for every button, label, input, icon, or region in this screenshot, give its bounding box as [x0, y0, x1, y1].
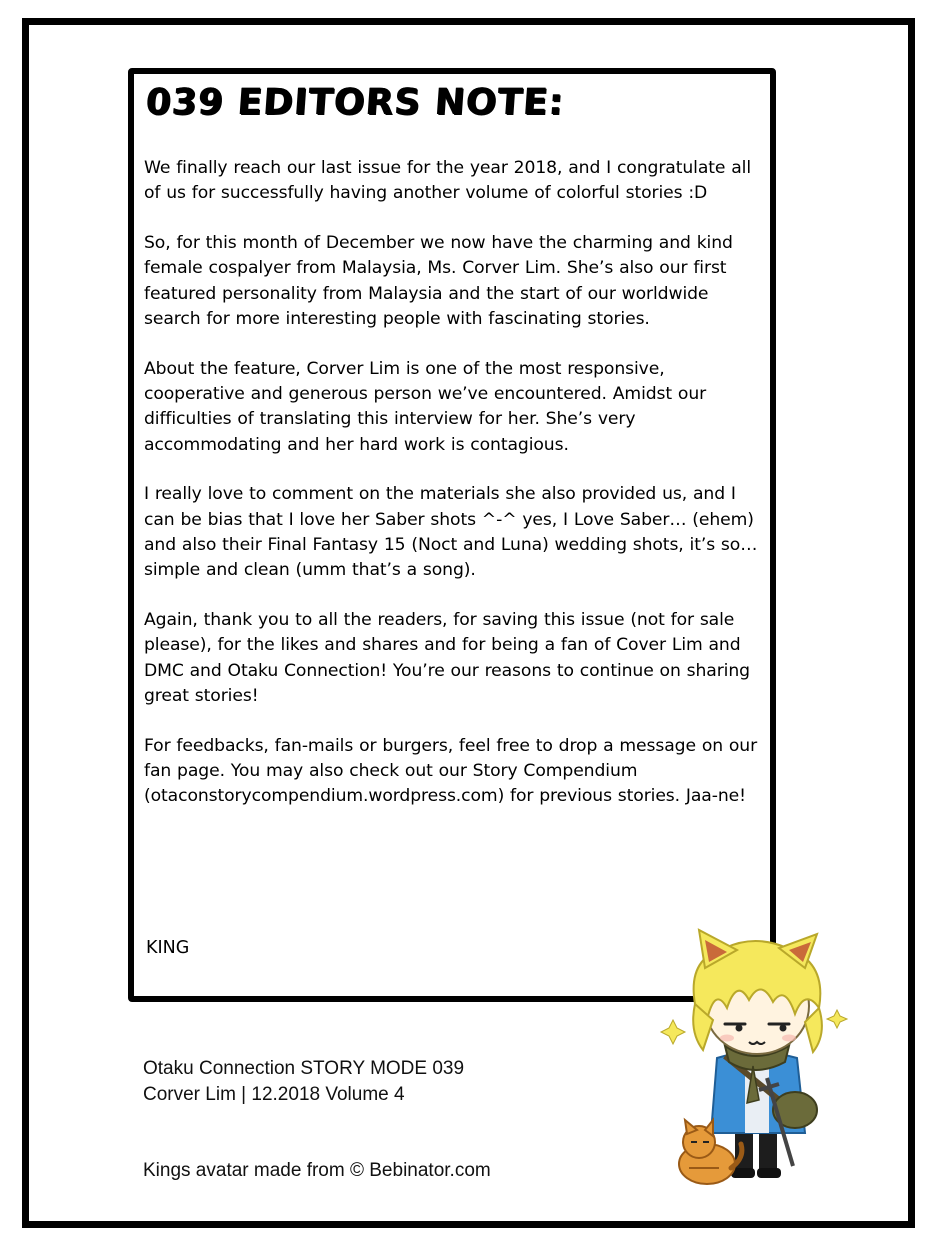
editors-note-title: 039 EDITORS NOTE: — [144, 82, 566, 123]
issue-title-line: Otaku Connection STORY MODE 039 — [143, 1058, 465, 1079]
issue-volume-line: Corver Lim | 12.2018 Volume 4 — [143, 1084, 405, 1105]
note-paragraph-5: Again, thank you to all the readers, for saving this issue (not for sale please), for the likes and shares and for being a fan of Cover Lim and DMC and Otaku Connection! You’re our reasons to continue on sharing great stories! — [144, 610, 750, 707]
editors-note-box — [128, 68, 776, 1002]
avatar-credit-line: Kings avatar made from © Bebinator.com — [143, 1160, 491, 1181]
note-paragraph-3: About the feature, Corver Lim is one of the most responsive, cooperative and generous person we’ve encountered. Amidst our difficulties of translating this interview for her. She’s very accommodating and her hard work is contagious. — [144, 358, 707, 455]
note-paragraph-4: I really love to comment on the materials she also provided us, and I can be bias that I love her Saber shots ^-^ yes, I Love Saber… (ehem) and also their Final Fantasy 15 (Noct and Luna) wedding shots, it’s so… simple and clean (umm that’s a song). — [144, 484, 758, 581]
note-paragraph-1: We finally reach our last issue for the year 2018, and I congratulate all of us for successfully having another volume of colorful stories :D — [144, 158, 752, 204]
note-paragraph-2: So, for this month of December we now have the charming and kind female cospalyer from Malaysia, Ms. Corver Lim. She’s also our first featured personality from Malaysia and the start of our worldwide search for more interesting people with fascinating stories. — [144, 233, 733, 329]
note-paragraph-6: For feedbacks, fan-mails or burgers, feel free to drop a message on our fan page. You may also check out our Story Compendium (otaconstorycompendium.wordpress.com) for previous stories. Jaa-ne! — [144, 735, 758, 807]
editors-note-body — [144, 156, 764, 834]
king-avatar-illustration — [655, 928, 860, 1188]
note-signoff: KING — [146, 938, 190, 958]
